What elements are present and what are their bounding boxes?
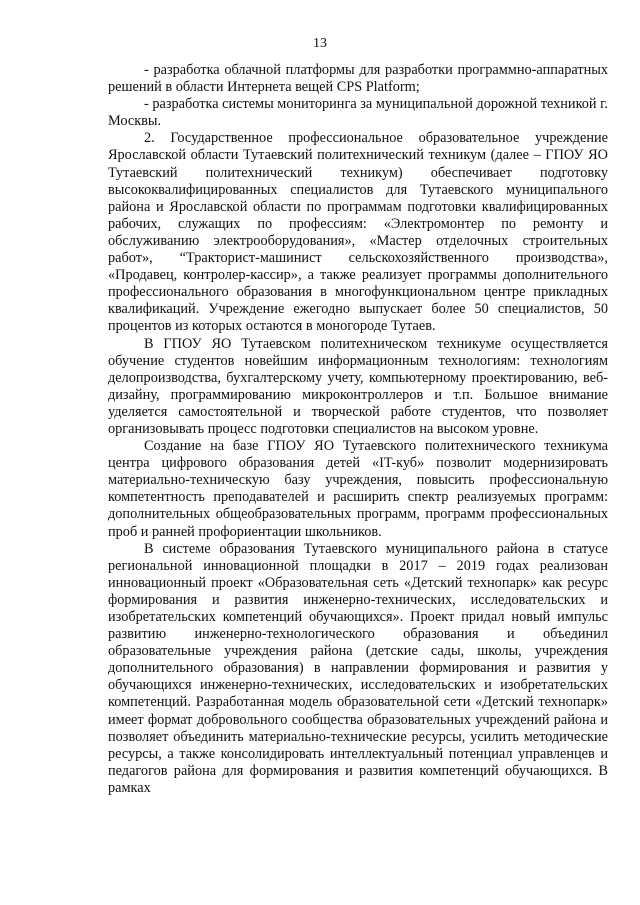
paragraph-it-cube: Создание на базе ГПОУ ЯО Тутаевского политехнического техникума центра цифрового образования детей «IT-куб» позволит модернизировать материально-техническую базу учреждения, повысить профессиональную компетентность преподавателей и расширить спектр реализуемых программ: дополнительных общеобразовательных программ, программ профессиональных проб и ранней профориентации школьников. <box>108 438 608 540</box>
paragraph-it-training: В ГПОУ ЯО Тутаевском политехническом техникуме осуществляется обучение студентов новейшим информационным технологиям: технологиям делопроизводства, бухгалтерскому учету, компьютерному проектированию, веб-дизайну, программированию микроконтроллеров и т.п. Большое внимание уделяется самостоятельной и творческой работе студентов, что позволяет организовывать процесс подготовки специалистов на высоком уровне. <box>108 335 608 437</box>
document-body <box>108 62 608 797</box>
paragraph-technical-school: 2. Государственное профессиональное образовательное учреждение Ярославской области Тутаевский политехнический техникум (далее – ГПОУ ЯО Тутаевский политехнический техникум) обеспечивает подготовку высококвалифицированных специалистов для Тутаевского муниципального района и Ярославской области по программам подготовки квалифицированных рабочих, служащих по профессиям: «Электромонтер по ремонту и обслуживанию электрооборудования», «Мастер отделочных строительных работ», “Тракторист-машинист сельскохозяйственного производства», «Продавец, контролер-кассир», а также реализует программы дополнительного профессионального образования в многофункциональном центре прикладных квалификаций. Учреждение ежегодно выпускает более 50 специалистов, 50 процентов из которых остаются в моногороде Тутаев. <box>108 130 608 335</box>
bullet-paragraph-monitoring-system: - разработка системы мониторинга за муниципальной дорожной техникой г. Москвы. <box>108 96 608 130</box>
bullet-paragraph-cloud-platform: - разработка облачной платформы для разработки программно-аппаратных решений в области Интернета вещей CPS Platform; <box>108 62 608 96</box>
page-number: 13 <box>313 36 327 51</box>
paragraph-technopark: В системе образования Тутаевского муниципального района в статусе региональной инновационной площадки в 2017 – 2019 годах реализован инновационный проект «Образовательная сеть «Детский технопарк» как ресурс формирования и развития инженерно-технических, исследовательских и изобретательских компетенций обучающихся». Проект придал новый импульс развитию инженерно-технологического образования и объединил образовательные учреждения района (детские сады, школы, учреждения дополнительного образования) в направлении формирования и развития у обучающихся инженерно-технических, исследовательских и изобретательских компетенций. Разработанная модель образовательной сети «Детский технопарк» имеет формат добровольного сообщества образовательных учреждений района и позволяет объединить материально-технические ресурсы, усилить методические ресурсы, а также консолидировать интеллектуальный потенциал управленцев и педагогов района для формирования и развития компетенций обучающихся. В рамках <box>108 540 608 796</box>
